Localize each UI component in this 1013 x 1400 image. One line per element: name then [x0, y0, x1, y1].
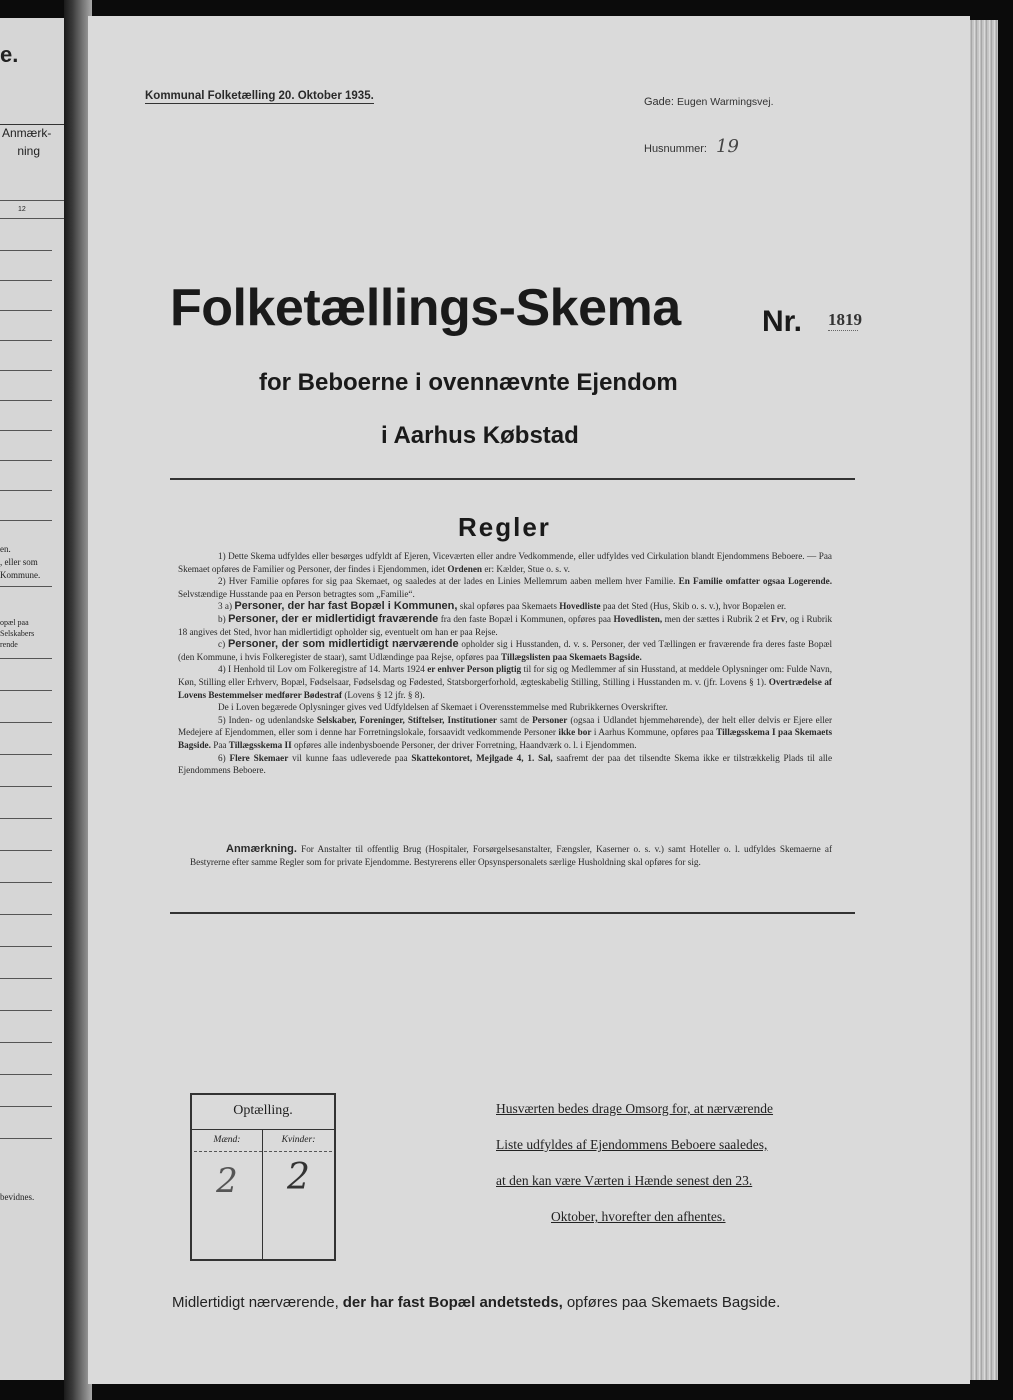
divider [0, 200, 64, 201]
divider [0, 124, 64, 125]
count-box-divider [192, 1129, 334, 1130]
footer-part-2: der har fast Bopæl andetsteds, [342, 1294, 563, 1311]
notice-line-1: Husværten bedes drage Omsorg for, at nærværende [496, 1101, 774, 1116]
row-line [0, 658, 52, 659]
facing-text-fragment: en. [0, 544, 11, 554]
women-count: 2 [287, 1157, 310, 1198]
row-line [0, 430, 52, 431]
facing-page [0, 18, 64, 1380]
rule-3a: 3 a) Personer, der har fast Bopæl i Kommunen, skal opføres paa Skemaets Hovedliste paa det Sted (Hus, Skib o. s. v.), hvor Bopælen er. [218, 600, 787, 613]
row-line [0, 850, 52, 851]
count-box-title: Optælling. [233, 1103, 293, 1118]
house-number-field [644, 136, 739, 157]
notice-line-2: Liste udfyldes af Ejendommens Beboere saaledes, [496, 1137, 768, 1152]
notice-line-3: at den kan være Værten i Hænde senest den 23. [496, 1173, 753, 1188]
men-label: Mænd: [213, 1135, 241, 1145]
house-number-value: 19 [716, 136, 739, 157]
remark-label: Anmærkning. [226, 843, 297, 855]
facing-text-fragment: bevidnes. [0, 1192, 35, 1202]
footer-part-1: Midlertidigt nærværende, [172, 1294, 339, 1311]
men-count: 2 [216, 1161, 238, 1201]
form-municipality: i Aarhus Købstad [381, 422, 579, 449]
house-number-label: Husnummer: [644, 143, 707, 155]
rule-3c: c) Personer, der som midlertidigt nærværende opholder sig i Husstanden, d. v. s. Personer, der ved Tællingen er fraværende fra deres faste Bopæl (den Kommune, i hvis Folkeregister de staar), samt Udlændinge paa Rejse, opføres paa Tillægslisten paa Skemaets Bagside. [178, 638, 833, 662]
rule-5: 5) Inden- og udenlandske Selskaber, Foreninger, Stiftelser, Institutioner samt de Personer (ogsaa i Udlandet hjemmehørende), der helt eller delvis er Ejere eller Medejere af Ejendommen, eller som i denne har Forretningslokale, forsaavidt vedkommende Personer ikke bor i Aarhus Kommune, opføres paa Tillægsskema I paa Skemaets Bagside. Paa Tillægsskema II opføres alle indenbysboende Personer, der driver Forretning, Haandværk o. l. i Ejendommen. [178, 714, 833, 750]
row-line [0, 754, 52, 755]
row-line [0, 490, 52, 491]
column-header-line2: ning [17, 144, 40, 158]
facing-text-fragment: , eller som [0, 557, 38, 567]
row-line [0, 914, 52, 915]
street-value: Eugen Warmingsvej. [677, 96, 774, 108]
row-line [0, 400, 52, 401]
row-line [0, 1138, 52, 1139]
street-label: Gade: [644, 96, 674, 108]
row-line [0, 1106, 52, 1107]
row-line [0, 310, 52, 311]
facing-page-header-fragment: e. [0, 42, 19, 67]
row-line [0, 370, 52, 371]
column-header-line1: Anmærk- [2, 126, 52, 140]
form-subtitle: for Beboerne i ovennævnte Ejendom [259, 369, 678, 396]
row-line [0, 978, 52, 979]
remark-body: For Anstalter til offentlig Brug (Hospitaler, Forsørgelsesanstalter, Fængsler, Kaserner o. s. v.) samt Hoteller o. l. udfyldes Skemaerne af Bestyrerne efter samme Regler som for private Ejendomme. Bestyrerens eller Opsynspersonalets særlige Husholdning skal opføres for sig. [190, 844, 833, 867]
notice-line-4: Oktober, hvorefter den afhentes. [551, 1209, 726, 1224]
remark-text [190, 843, 832, 868]
divider [0, 218, 64, 219]
form-number-label: Nr. [762, 305, 803, 338]
row-line [0, 460, 52, 461]
census-header: Kommunal Folketælling 20. Oktober 1935. [145, 90, 374, 102]
rules-text [178, 550, 832, 777]
row-line [0, 1074, 52, 1075]
count-box [190, 1093, 336, 1261]
footer-part-3: opføres paa Skemaets Bagside. [566, 1294, 781, 1311]
facing-text-fragment: opæl paa [0, 618, 29, 627]
rule-6: 6) Flere Skemaer vil kunne faas udleverede paa Skattekontoret, Mejlgade 4, 1. Sal, saafremt der paa det tilsendte Skema ikke er tilstrækkelig Plads til alle Ejendommens Beboere. [178, 752, 833, 776]
form-title: Folketællings-Skema [170, 279, 681, 337]
rule-3b: b) Personer, der er midlertidigt fraværende fra den faste Bopæl i Kommunen, opføres paa Hovedlisten, men der sættes i Rubrik 2 et Frv, og i Rubrik 18 angives det Sted, hvor han midlertidigt opholder sig, eventuelt om han er paa Rejse. [178, 612, 833, 637]
footer-note [172, 1294, 780, 1312]
row-line [0, 250, 52, 251]
row-line [0, 1042, 52, 1043]
row-line [0, 818, 52, 819]
row-line [0, 520, 52, 521]
facing-text-fragment: Kommune. [0, 570, 41, 580]
street-field [644, 96, 774, 108]
rule-2: 2) Hver Familie opføres for sig paa Skemaet, og saaledes at der lades en Linies Mellemrum aaben mellem hver Familie. En Familie omfatter ogsaa Logerende. Selvstændige Husstande paa en Person betragtes som „Familie“. [178, 576, 832, 599]
row-line [0, 786, 52, 787]
rule-4b: De i Loven begærede Oplysninger gives ved Udfyldelsen af Skemaet i Overensstemmelse med Rubrikkernes Overskrifter. [218, 702, 668, 713]
row-line [0, 690, 52, 691]
page-edges [968, 20, 998, 1380]
row-line [0, 280, 52, 281]
rules-heading: Regler [458, 512, 551, 542]
row-line [0, 882, 52, 883]
column-number: 12 [18, 206, 26, 213]
title-rule [170, 478, 855, 480]
row-line [0, 946, 52, 947]
count-box-divider [194, 1151, 332, 1152]
form-number-value: 1819 [828, 310, 862, 329]
rule-4: 4) I Henhold til Lov om Folkeregistre af 14. Marts 1924 er enhver Person pligtig til for sig og Medlemmer af sin Husstand, at meddele Oplysninger om: Fulde Navn, Køn, Stilling eller Erhverv, Bopæl, Fødselsaar, Fødselsdag og Fødested, Statsborgerforhold, ægteskabelig Stilling, Stilling i Husstanden m. v. (jfr. Lovens § 1). Overtrædelse af Lovens Bestemmelser medfører Bødestraf (Lovens § 12 jfr. § 8). [178, 664, 833, 700]
row-line [0, 722, 52, 723]
section-rule [170, 912, 855, 914]
women-label: Kvinder: [281, 1135, 316, 1145]
row-line [0, 586, 52, 587]
rule-1: 1) Dette Skema udfyldes eller besørges udfyldt af Ejeren, Viceværten eller andre Vedkommende, eller udfyldes ved Cirkulation blandt Ejendommens Beboere. — Paa Skemaet opføres de Familier og Personer, der findes i Ejendommen, idet Ordenen er: Kælder, Stue o. s. v. [178, 551, 832, 574]
row-line [0, 340, 52, 341]
facing-text-fragment: rende [0, 640, 18, 649]
row-line [0, 1010, 52, 1011]
facing-text-fragment: Selskabers [0, 629, 35, 638]
